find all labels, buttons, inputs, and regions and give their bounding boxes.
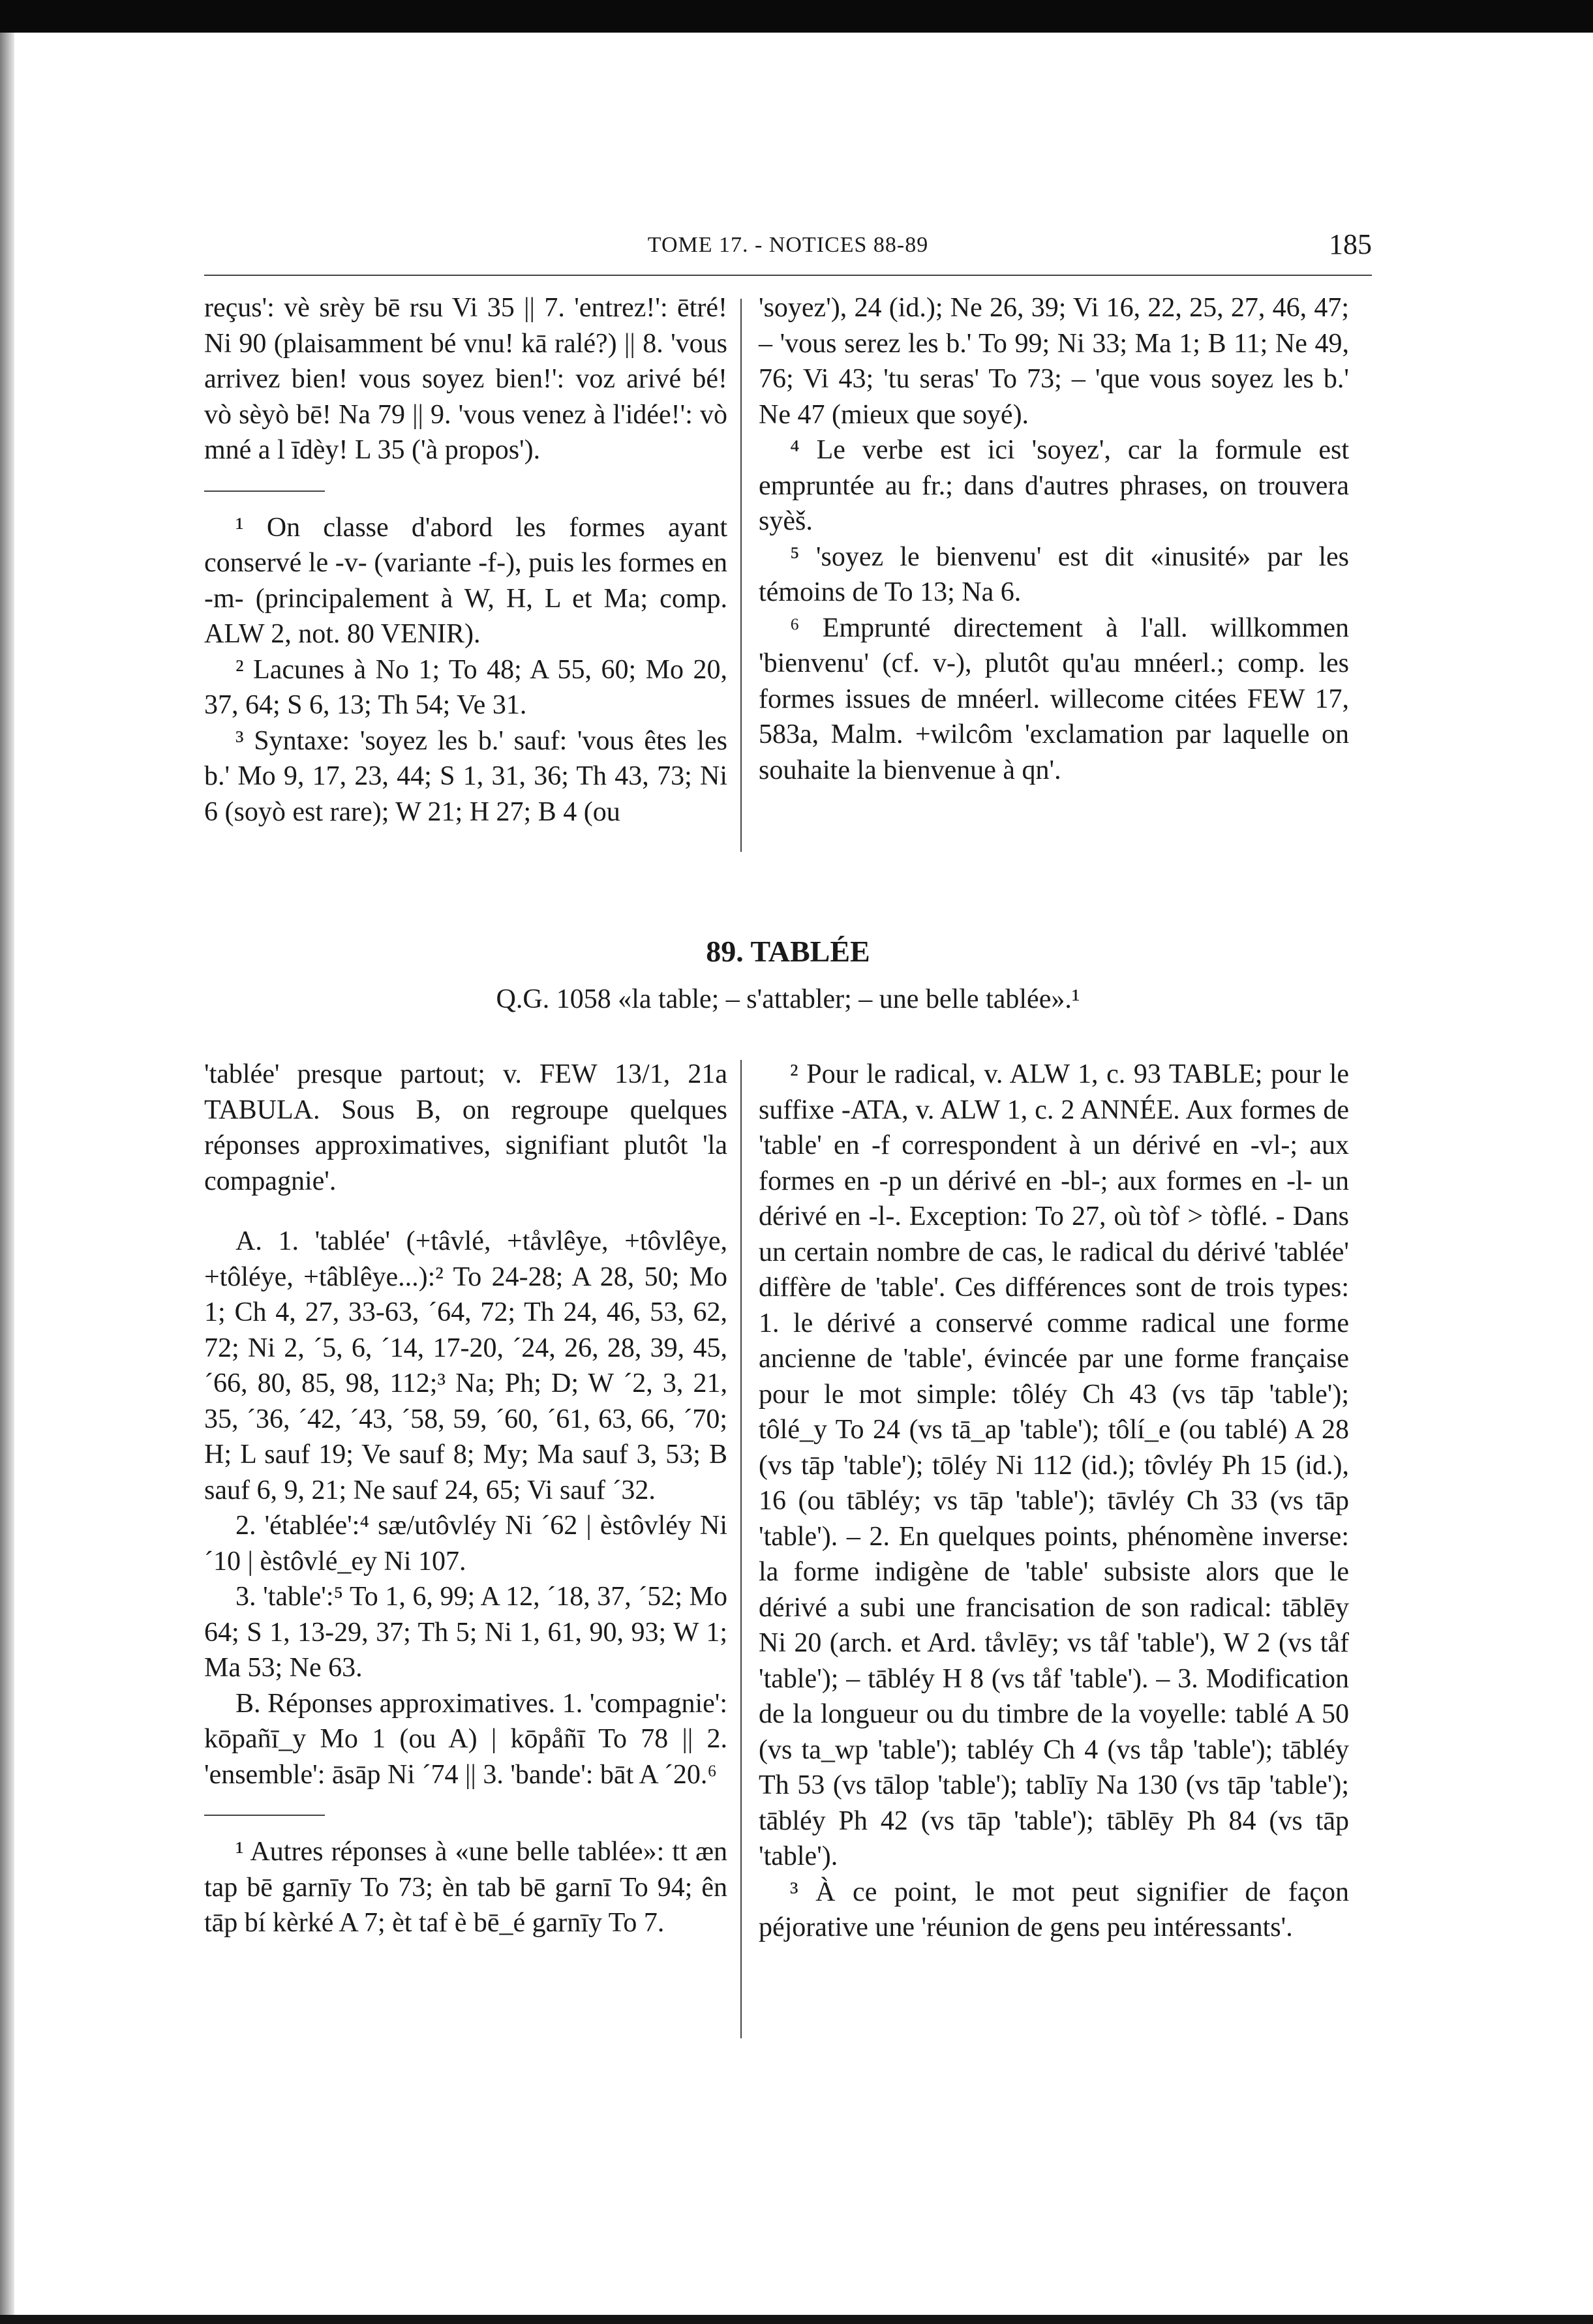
section-subtitle: Q.G. 1058 «la table; – s'attabler; – une belle tablée».¹	[496, 984, 1080, 1014]
footnote-1: ¹ On classe d'abord les formes ayant conservé le -v- (variante -f-), puis les formes en -m- (principalement à W, H, L et Ma; comp. ALW 2, not. 80 VENIR).	[204, 512, 727, 649]
section-footnote-1: ¹ Autres réponses à «une belle tablée»: tt æn tap bē garnīy To 73; èn tab bē garnī To 94; ên tāp bí kèrké A 7; èt taf è bē_é garnīy To 7.	[204, 1837, 727, 1938]
section-footnote-3: ³ À ce point, le mot peut signifier de façon péjorative une 'réunion de gens peu intéressants'.	[759, 1877, 1349, 1942]
footnote-5: ⁵ 'soyez le bienvenu' est dit «inusité» par les témoins de To 13; Na 6.	[759, 541, 1349, 607]
bottom-right-column	[759, 1057, 1349, 1946]
top-right-column	[759, 290, 1349, 788]
scan-left-edge	[0, 33, 14, 2315]
entry-a1: A. 1. 'tablée' (+tâvlé, +tåvlêye, +tôvlêye, +tôléye, +tâblêye...):² To 24-28; A 28, 50; Mo 1; Ch 4, 27, 33-63, ´64, 72; Th 24, 46, 53, 62, 72; Ni 2, ´5, 6, ´14, 17-20, ´24, 26, 28, 39, 45, ´66, 80, 85, 98, 112;³ Na; Ph; D; W ´2, 3, 21, 35, ´36, ´42, ´43, ´58, 59, ´60, ´61, 63, 66, ´70; H; L sauf 19; Ve sauf 8; My; Ma sauf 3, 53; B sauf 6, 9, 21; Ne sauf 24, 65; Vi sauf ´32.	[204, 1226, 727, 1505]
top-left-column	[204, 290, 727, 830]
header-rule	[204, 275, 1372, 276]
footnote-rule	[204, 490, 325, 492]
footnote-6: ⁶ Emprunté directement à l'all. willkommen 'bienvenu' (cf. v-), plutôt qu'au mnéerl.; comp. les formes issues de mnéerl. willecome citées FEW 17, 583a, Malm. +wilcôm 'exclamation par laquelle on souhaite la bienvenue à qn'.	[759, 612, 1349, 785]
footnote-3-continuation: 'soyez'), 24 (id.); Ne 26, 39; Vi 16, 22, 25, 27, 46, 47; – 'vous serez les b.' To 99; Ni 33; Ma 1; B 11; Ne 49, 76; Vi 43; 'tu seras' To 73; – 'que vous soyez les b.' Ne 47 (mieux que soyé).	[759, 293, 1349, 430]
section-intro: 'tablée' presque partout; v. FEW 13/1, 21a TABULA. Sous B, on regroupe quelques réponses approximatives, signifiant plutôt 'la compagnie'.	[204, 1059, 727, 1196]
page-header	[204, 224, 1372, 269]
running-title: TOME 17. - NOTICES 88-89	[647, 233, 929, 257]
entry-b: B. Réponses approximatives. 1. 'compagnie': kōpañī_y Mo 1 (ou A) | kōpåñī To 78 || 2. 'ensemble': āsāp Ni ´74 || 3. 'bande': bāt A ´20.⁶	[204, 1688, 727, 1790]
scan-top-border	[0, 0, 1593, 33]
column-divider-top	[740, 299, 742, 852]
scan-bottom-border	[0, 2315, 1593, 2324]
bottom-left-column	[204, 1057, 727, 1941]
notice-88-continuation: reçus': vè srèy bē rsu Vi 35 || 7. 'entrez!': ētré! Ni 90 (plaisamment bé vnu! kā ralé?) || 8. 'vous arrivez bien! vous soyez bien!': voz arivé bé! vò sèyò bē! Na 79 || 9. 'vous venez à l'idée!': vò mné a l īdèy! L 35 ('à propos').	[204, 293, 727, 465]
footnote-3: ³ Syntaxe: 'soyez les b.' sauf: 'vous êtes les b.' Mo 9, 17, 23, 44; S 1, 31, 36; Th 43, 73; Ni 6 (soyò est rare); W 21; H 27; B 4 (ou	[204, 725, 727, 827]
entry-a2: 2. 'établée':⁴ sæ/utôvléy Ni ´62 | èstôvléy Ni ´10 | èstôvlé_ey Ni 107.	[204, 1511, 727, 1577]
page-number: 185	[1329, 228, 1372, 260]
footnote-rule	[204, 1815, 325, 1816]
footnote-2: ² Lacunes à No 1; To 48; A 55, 60; Mo 20, 37, 64; S 6, 13; Th 54; Ve 31.	[204, 654, 727, 720]
entry-a3: 3. 'table':⁵ To 1, 6, 99; A 12, ´18, 37, ´52; Mo 64; S 1, 13-29, 37; Th 5; Ni 1, 61, 90, 93; W 1; Ma 53; Ne 63.	[204, 1582, 727, 1683]
section-title: 89. TABLÉE	[706, 935, 870, 968]
column-divider-bottom	[740, 1060, 742, 2038]
footnote-4: ⁴ Le verbe est ici 'soyez', car la formule est empruntée au fr.; dans d'autres phrases, on trouvera syèš.	[759, 435, 1349, 536]
section-footnote-2: ² Pour le radical, v. ALW 1, c. 93 TABLE; pour le suffixe -ATA, v. ALW 1, c. 2 ANNÉE. Aux formes de 'table' en -f correspondent à un dérivé en -vl-; aux formes en -p un dérivé en -bl-; aux formes en -l- un dérivé en -l-. Exception: To 27, où tòf > tòflé. - Dans un certain nombre de cas, le radical du dérivé 'tablée' diffère de 'table'. Ces différences sont de trois types: 1. le dérivé a conservé comme radical une forme ancienne de 'table', évincée par une forme française pour le mot simple: tôléy Ch 43 (vs tāp 'table'); tôlé_y To 24 (vs tā_ap 'table'); tôlí_e (ou tablé) A 28 (vs tāp 'table'); tōléy Ni 112 (id.); tôvléy Ph 15 (id.), 16 (ou tābléy; vs tāp 'table'); tāvléy Ch 33 (vs tāp 'table'). – 2. En quelques points, phénomène inverse: la forme indigène de 'table' subsiste alors que le dérivé a subi une francisation de son radical: tāblēy Ni 20 (arch. et Ard. tåvlēy; vs tåf 'table'), W 2 (vs tåf 'table'); – tābléy H 8 (vs tåf 'table'). – 3. Modification de la longueur ou du timbre de la voyelle: tablé A 50 (vs ta_wp 'table'); tabléy Ch 4 (vs tåp 'table'); tābléy Th 53 (vs tālop 'table'); tablīy Na 130 (vs tāp 'table'); tābléy Ph 42 (vs tāp 'table'); tāblēy Ph 84 (vs tāp 'table').	[759, 1059, 1349, 1871]
